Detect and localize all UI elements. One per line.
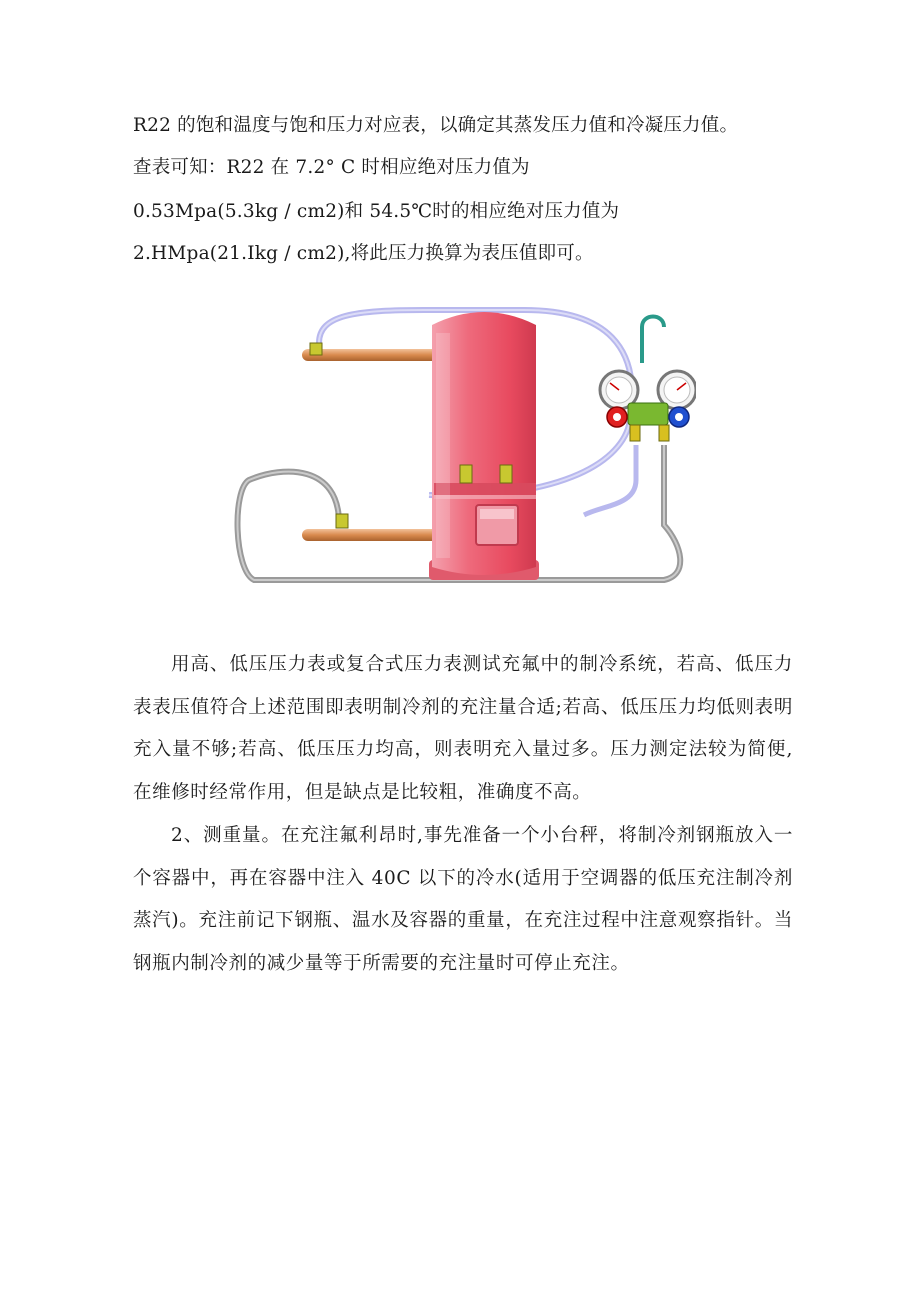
lower-copper-pipe [302,529,442,541]
paragraph-pressure-method: 用高、低压压力表或复合式压力表测试充氟中的制冷系统，若高、低压力表表压值符合上述范围即表明制冷剂的充注量合适;若高、低压压力均低则表明充入量不够;若高、低压压力均高，则表明充入量过多。压力测定法较为简便,在维修时经常作用，但是缺点是比较粗，准确度不高。 [133,654,793,803]
upper-copper-pipe [302,349,442,361]
intro-line-1: R22 的饱和温度与饱和压力对应表，以确定其蒸发压力值和冷凝压力值。 [133,115,739,136]
compressor-charging-illustration [224,305,696,599]
intro-line-4: 2.HMpa(21.Ikg / cm2),将此压力换算为表压值即可。 [133,243,594,264]
paragraph-weighing-method: 2、测重量。在充注氟利昂时,事先准备一个小台秤，将制冷剂钢瓶放入一个容器中，再在容器中注入 40C 以下的冷水(适用于空调器的低压充注制冷剂蒸汽)。充注前记下钢瓶、温水及容器的重量，在充注过程中注意观察指针。当钢瓶内制冷剂的减少量等于所需要的充注量时可停止充注。 [133,825,793,974]
intro-line-2: 查表可知：R22 在 7.2° C 时相应绝对压力值为 [133,157,530,178]
intro-line-3: 0.53Mpa(5.3kg / cm2)和 54.5℃时的相应绝对压力值为 [133,201,620,222]
